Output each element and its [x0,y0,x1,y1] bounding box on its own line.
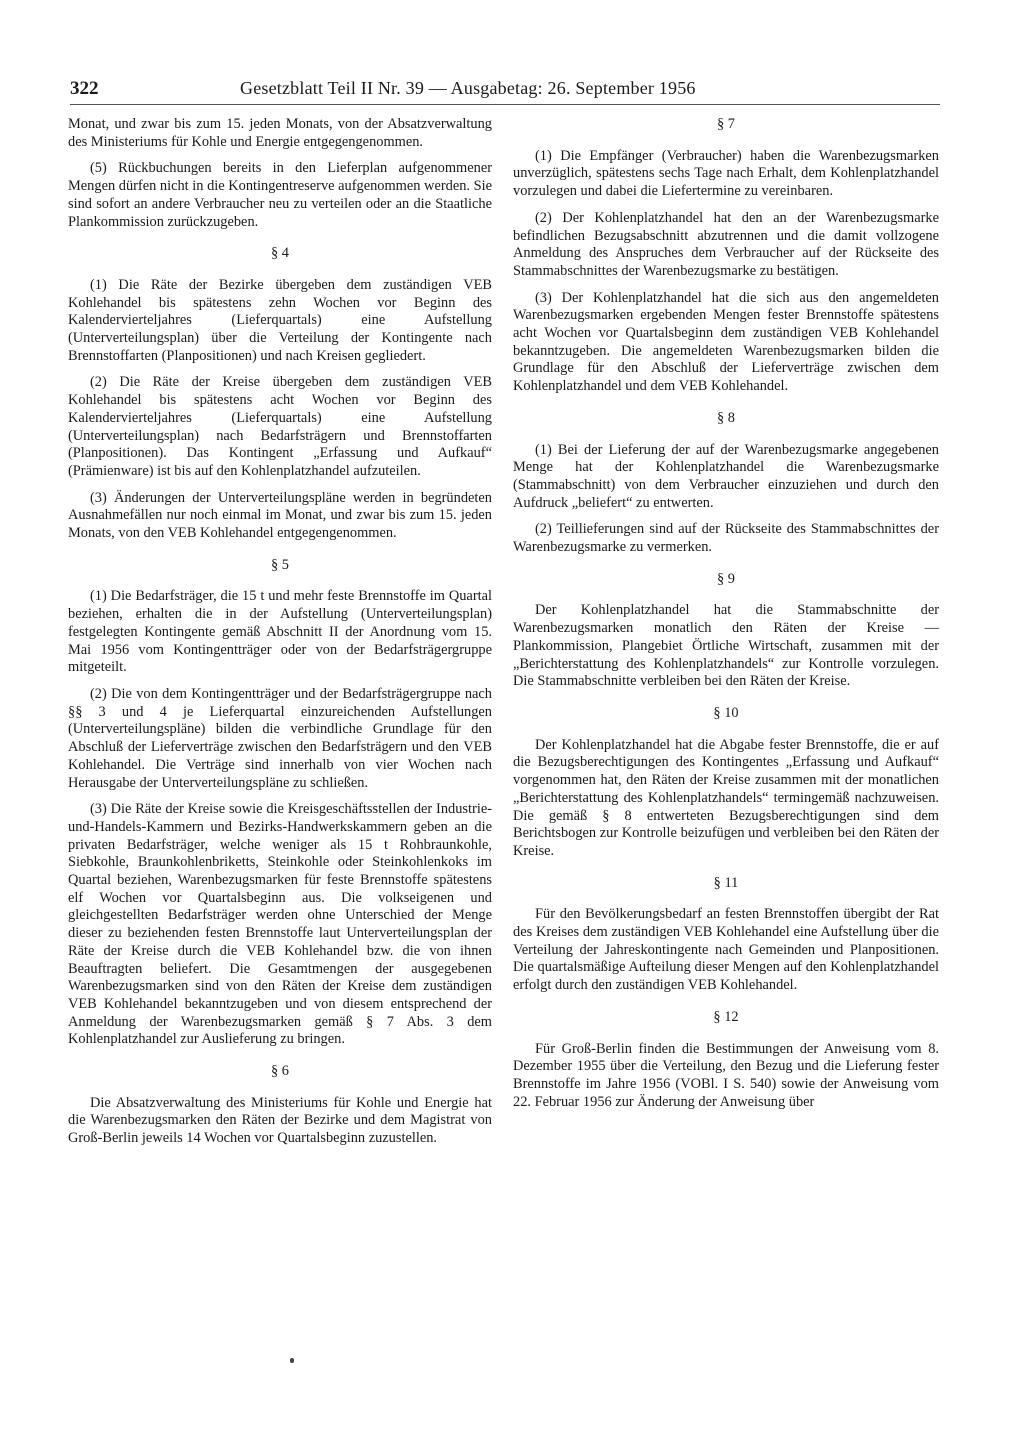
paragraph: Monat, und zwar bis zum 15. jeden Monats, von der Absatzverwaltung des Ministeriums für Kohle und Energie entgegengenommen. [68,116,492,150]
paragraph: Der Kohlenplatzhandel hat die Stammabschnitte der Warenbezugsmarken monatlich den Räten der Kreise — Plankommission, Plangebiet Örtliche Wirtschaft, zusammen mit der „Berichterstattung des Kohlenplatzhandels“ zur Kontrolle vorzulegen. Die Stammabschnitte verbleiben bei den Räten der Kreise. [513,602,939,690]
paragraph: (2) Der Kohlenplatzhandel hat den an der Warenbezugsmarke befindlichen Bezugsabschnitt abzutrennen und die damit vollzogene Anmeldung des Anspruches dem Verbraucher auf der Rückseite des Stammabschnittes der Warenbezugsmarke zu bestätigen. [513,209,939,279]
header-rule [70,104,940,105]
paragraph: Für Groß-Berlin finden die Bestimmungen der Anweisung vom 8. Dezember 1955 über die Verteilung, den Bezug und die Lieferung fester Brennstoffe im Jahre 1956 (VOBl. I S. 540) sowie der Anweisung vom 22. Februar 1956 zur Änderung der Anweisung über [513,1040,939,1110]
paragraph: (1) Die Räte der Bezirke übergeben dem zuständigen VEB Kohlehandel bis spätestens zehn Wochen vor Beginn des Kalendervierteljahres (Lieferquartals) eine Aufstellung (Unterverteilungsplan) über die Verteilung der Kontingente nach Brennstoffarten (Planpositionen) und nach Kreisen gegliedert. [68,276,492,364]
page-header [70,78,938,104]
section-heading: § 4 [271,245,289,262]
paragraph: Der Kohlenplatzhandel hat die Abgabe fester Brennstoffe, die er auf die Bezugsberechtigungen des Kontingentes „Erfassung und Aufkauf“ vorgenommen hat, den Räten der Kreise zusammen mit der monatlichen „Berichterstattung des Kohlenplatzhandels“ termingemäß nachzuweisen. Die gemäß § 8 entwerteten Bezugsberechtigungen sind dem Berichtsbogen zur Kontrolle beizufügen und verbleiben bei den Räten der Kreise. [513,736,939,859]
page-number: 322 [70,78,99,99]
left-column [68,116,492,1157]
section-heading: § 6 [271,1063,289,1080]
paragraph: (1) Bei der Lieferung der auf der Warenbezugsmarke angegebenen Menge hat der Kohlenplatzhandel die Warenbezugsmarke (Stammabschnitt) von dem Verbraucher einzuziehen und durch den Aufdruck „beliefert“ zu entwerten. [513,441,939,511]
paragraph: (2) Die von dem Kontingentträger und der Bedarfsträgergruppe nach §§ 3 und 4 je Lieferquartal einzureichenden Aufstellungen (Unterverteilungspläne) bilden die verbindliche Grundlage für den Abschluß der Lieferverträge zwischen den Bedarfsträgern und den VEB Kohlehandel. Die Verträge sind innerhalb von vier Wochen nach Herausgabe der Unterverteilungspläne zu schließen. [68,685,492,791]
paragraph: (2) Die Räte der Kreise übergeben dem zuständigen VEB Kohlehandel bis spätestens acht Wochen vor Beginn des Kalendervierteljahres (Lieferquartals) eine Aufstellung (Unterverteilungsplan) nach Bedarfsträgern und Brennstoffarten (Planpositionen). Das Kontingent „Erfassung und Aufkauf“ (Prämienware) ist bis auf den Kohlenplatzhandel aufzuteilen. [68,374,492,479]
paragraph: (3) Der Kohlenplatzhandel hat die sich aus den angemeldeten Warenbezugsmarken ergebenden Mengen fester Brennstoffe spätestens acht Wochen vor Quartalsbeginn dem zuständigen VEB Kohlehandel bekanntzugeben. Die angemeldeten Warenbezugsmarken bilden die Grundlage für den Abschluß der Lieferverträge zwischen dem Kohlenplatzhandel und dem VEB Kohlehandel. [513,289,939,395]
right-column [513,116,939,1120]
paragraph: Für den Bevölkerungsbedarf an festen Brennstoffen übergibt der Rat des Kreises dem zuständigen VEB Kohlehandel eine Aufstellung über die Verteilung der Jahreskontingente nach Gemeinden und Planpositionen. Die quartalsmäßige Aufteilung dieser Mengen auf den Kohlenplatzhandel erfolgt durch den zuständigen VEB Kohlehandel. [513,906,939,994]
section-heading: § 8 [717,409,735,426]
paragraph: (3) Die Räte der Kreise sowie die Kreisgeschäftsstellen der Industrie-und-Handels-Kammern und Bezirks-Handwerkskammern geben an die privaten Bedarfsträger, welche weniger als 15 t Rohbraunkohle, Siebkohle, Braunkohlenbriketts, Steinkohle oder Steinkohlenkoks im Quartal beziehen, Warenbezugsmarken für feste Brennstoffe spätestens elf Wochen vor Quartalsbeginn aus. Die volkseigenen und gleichgestellten Bedarfsträger werden ohne Unterschied der Menge dieser zu beziehenden festen Brennstoffe laut Unterverteilungsplan der Räte der Kreise durch die VEB Kohlehandel bzw. die von ihnen Beauftragten beliefert. Die Gesamtmengen der ausgegebenen Warenbezugsmarken sind von den Räten der Kreise dem zuständigen VEB Kohlehandel bekanntzugeben und von diesem entsprechend der Anmeldung der Warenbezugsmarken gemäß § 7 Abs. 3 dem Kohlenplatzhandel zur Auslieferung zu bringen. [68,801,492,1048]
paragraph: (5) Rückbuchungen bereits in den Lieferplan aufgenommener Mengen dürfen nicht in die Kontingentreserve aufgenommen werden. Sie sind sofort an andere Verbraucher neu zu verteilen oder an die Staatliche Plankommission zurückzugeben. [68,160,492,230]
section-heading: § 5 [271,556,289,573]
paragraph: (2) Teillieferungen sind auf der Rückseite des Stammabschnittes der Warenbezugsmarke zu vermerken. [513,521,939,556]
section-heading: § 7 [717,116,735,132]
paragraph: (3) Änderungen der Unterverteilungspläne werden in begründeten Ausnahmefällen nur noch einmal im Monat, und zwar bis zum 15. jeden Monats, von den VEB Kohlehandel entgegengenommen. [68,489,492,542]
print-speck [290,1358,294,1363]
section-heading: § 11 [713,874,739,891]
running-title: Gesetzblatt Teil II Nr. 39 — Ausgabetag: 26. September 1956 [240,78,696,98]
paragraph: Die Absatzverwaltung des Ministeriums für Kohle und Energie hat die Warenbezugsmarken den Räten der Bezirke und dem Magistrat von Groß-Berlin jeweils 14 Wochen vor Quartalsbeginn zuzustellen. [68,1094,492,1147]
paragraph: (1) Die Bedarfsträger, die 15 t und mehr feste Brennstoffe im Quartal beziehen, erhalten die in der Aufstellung (Unterverteilungsplan) festgelegten Kontingente gemäß Abschnitt II der Anordnung vom 15. Mai 1956 vom Kontingentträger oder von der Bedarfsträgergruppe mitgeteilt. [68,588,492,676]
paragraph: (1) Die Empfänger (Verbraucher) haben die Warenbezugsmarken unverzüglich, spätestens sechs Tage nach Erhalt, dem Kohlenplatzhandel vorzulegen und dabei die Liefertermine zu vereinbaren. [513,147,939,200]
section-heading: § 9 [717,570,735,587]
section-heading: § 10 [713,704,739,721]
section-heading: § 12 [713,1008,739,1025]
